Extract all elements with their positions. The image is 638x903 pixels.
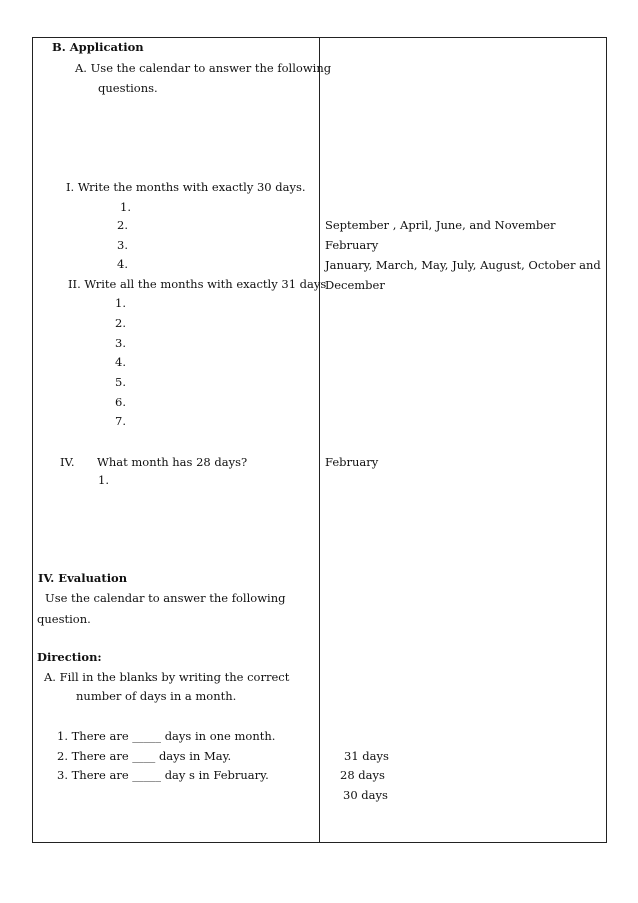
question-2-item: 5. — [115, 375, 126, 389]
fill-in-item: 2. There are ____ days in May. — [57, 749, 232, 763]
application-instruction-line1: A. Use the calendar to answer the following — [75, 61, 332, 75]
question-4-number: IV. — [60, 455, 75, 469]
direction-a-line2: number of days in a month. — [76, 689, 237, 703]
question-1-item: 1. — [120, 200, 131, 214]
question-4-title: What month has 28 days? — [97, 455, 248, 469]
question-2-item: 7. — [115, 414, 126, 428]
question-1-item: 3. — [117, 238, 128, 252]
question-4-item: 1. — [98, 473, 109, 487]
question-2-item: 3. — [115, 336, 126, 350]
lesson-table — [32, 37, 607, 843]
fill-in-answer: 30 days — [343, 788, 388, 802]
question-2-item: 6. — [115, 395, 126, 409]
question-2-title: II. Write all the months with exactly 31 days — [68, 277, 327, 291]
question-1-item: 2. — [117, 218, 128, 232]
fill-in-answer: 31 days — [344, 749, 389, 763]
fill-in-answer: 28 days — [340, 768, 385, 782]
column-divider — [319, 38, 320, 842]
question-1-item: 4. — [117, 257, 128, 271]
answer-30-days: September , April, June, and November — [325, 218, 556, 232]
answer-february: February — [325, 238, 379, 252]
application-instruction-line2: questions. — [98, 81, 158, 95]
fill-in-item: 3. There are _____ day s in February. — [57, 768, 269, 782]
fill-in-item: 1. There are _____ days in one month. — [57, 729, 276, 743]
question-2-item: 1. — [115, 296, 126, 310]
application-heading: B. Application — [52, 40, 144, 54]
direction-heading: Direction: — [37, 650, 102, 664]
question-1-title: I. Write the months with exactly 30 days. — [66, 180, 306, 194]
evaluation-instruction-line2: question. — [37, 612, 91, 626]
evaluation-instruction-line1: Use the calendar to answer the following — [45, 591, 286, 605]
evaluation-heading: IV. Evaluation — [38, 571, 128, 585]
question-2-item: 4. — [115, 355, 126, 369]
question-2-item: 2. — [115, 316, 126, 330]
direction-a-line1: A. Fill in the blanks by writing the correct — [44, 670, 290, 684]
answer-28-days: February — [325, 455, 379, 469]
answer-31-days-line1: January, March, May, July, August, October and — [325, 258, 601, 272]
answer-31-days-line2: December — [325, 278, 385, 292]
